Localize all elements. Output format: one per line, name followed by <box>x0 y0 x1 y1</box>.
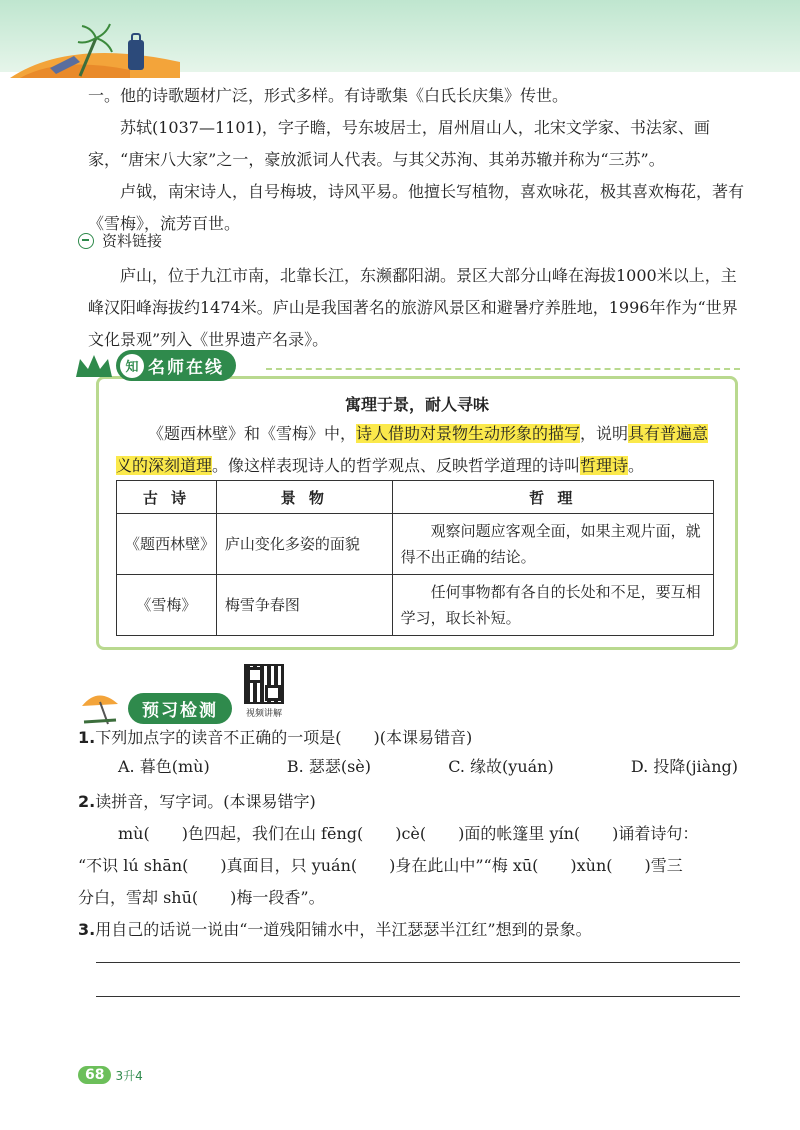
highlight-philosophical-poem: 哲理诗 <box>580 456 629 475</box>
question-text: 读拼音，写字词。(本课易错字) <box>95 792 316 811</box>
option-c[interactable]: C. 缘故(yuán) <box>448 757 554 776</box>
paragraph-baijuyi: 一。他的诗歌题材广泛，形式多样。有诗歌集《白氏长庆集》传世。 <box>88 86 569 105</box>
badge-knowledge-icon: 知 <box>120 354 144 378</box>
question-1-options <box>118 754 738 777</box>
question-2-line-1[interactable]: mù( )色四起，我们在山 fēng( )cè( )面的帐篷里 yín( )诵着诗句： <box>118 824 699 843</box>
teacher-box-title: 寓理于景，耐人寻味 <box>344 395 489 414</box>
option-a[interactable]: A. 暮色(mù) <box>118 757 210 776</box>
explanation-text-1: 《题西林壁》和《雪梅》中， <box>148 424 357 443</box>
table-header-row <box>117 481 714 514</box>
cell-scenery: 庐山变化多姿的面貌 <box>216 514 392 575</box>
table-row <box>117 575 714 636</box>
question-text: 下列加点字的读音不正确的一项是( )(本课易错音) <box>95 728 473 747</box>
cell-philosophy: 任何事物都有各自的长处和不足，要互相学习，取长补短。 <box>392 575 713 636</box>
cell-poem: 《雪梅》 <box>117 575 217 636</box>
link-icon <box>78 233 94 249</box>
answer-line[interactable] <box>96 996 740 997</box>
qr-code[interactable] <box>242 664 286 719</box>
dashed-divider <box>266 368 740 370</box>
question-number: 3. <box>78 920 96 939</box>
option-b[interactable]: B. 瑟瑟(sè) <box>286 757 371 776</box>
teacher-online-pill <box>116 350 236 381</box>
teacher-online-label: 名师在线 <box>148 358 224 378</box>
paragraph-luyue: 卢钺，南宋诗人，自号梅坡，诗风平易。他擅长写植物，喜欢咏花，极其喜欢梅花，著有《雪梅》，流芳百世。 <box>88 182 745 233</box>
reference-link-label: 资料链接 <box>102 232 163 250</box>
question-number: 2. <box>78 792 96 811</box>
answer-line[interactable] <box>96 962 740 963</box>
qr-caption: 视频讲解 <box>245 709 282 719</box>
reference-link-text: 庐山，位于九江市南，北靠长江，东濒鄱阳湖。景区大部分山峰在海拔1000米以上，主峰汉阳峰海拔约1474米。庐山是我国著名的旅游风景区和避暑疗养胜地，1996年作为“世界文化景观”列入《世界遗产名录》。 <box>88 266 738 349</box>
explanation-text-4: 。 <box>628 456 645 475</box>
philosophy-table <box>116 480 714 636</box>
preview-check-badge <box>78 690 232 726</box>
paragraph-sushi: 苏轼(1037—1101)，字子瞻，号东坡居士，眉州眉山人，北宋文学家、书法家、画家，“唐宋八大家”之一，豪放派词人代表。与其父苏洵、其弟苏辙并称为“三苏”。 <box>88 118 710 169</box>
teacher-online-badge <box>72 350 236 381</box>
question-number: 1. <box>78 728 96 747</box>
cell-poem: 《题西林壁》 <box>117 514 217 575</box>
explanation-text-3: 。像这样表现诗人的哲学观点、反映哲学道理的诗叫 <box>212 456 581 475</box>
explanation-text-2: ，说明 <box>580 424 629 443</box>
header-poem: 古 诗 <box>117 481 217 514</box>
page-number: 68 <box>78 1066 111 1084</box>
beach-decoration-icon <box>10 18 180 78</box>
qr-code-icon <box>244 664 284 704</box>
table-row <box>117 514 714 575</box>
crown-icon <box>72 351 116 381</box>
highlight-description: 诗人借助对景物生动形象的描写 <box>356 424 581 443</box>
header-philosophy: 哲 理 <box>392 481 713 514</box>
question-1 <box>78 722 758 754</box>
page-footer <box>78 1066 143 1084</box>
question-2-line-3[interactable]: 分白，雪却 shū( )梅一段香”。 <box>78 888 325 907</box>
question-2 <box>78 786 758 818</box>
option-d[interactable]: D. 投降(jiàng) <box>630 757 738 776</box>
beach-umbrella-icon <box>78 690 122 726</box>
question-text: 用自己的话说一说由“一道残阳铺水中，半江瑟瑟半江红”想到的景象。 <box>95 920 592 939</box>
reference-link-heading <box>78 230 162 251</box>
cell-philosophy: 观察问题应客观全面，如果主观片面，就得不出正确的结论。 <box>392 514 713 575</box>
question-3 <box>78 914 758 946</box>
preview-check-label: 预习检测 <box>128 693 232 724</box>
highlight-truth: 具有普遍意义的深刻道理 <box>116 424 709 475</box>
header-scenery: 景 物 <box>216 481 392 514</box>
cell-scenery: 梅雪争春图 <box>216 575 392 636</box>
grade-label: 3升4 <box>115 1068 143 1083</box>
question-2-line-2[interactable]: “不识 lú shān( )真面目，只 yuán( )身在此山中”“梅 xū( )xùn( )雪三 <box>78 856 683 875</box>
teacher-explanation <box>116 418 716 482</box>
